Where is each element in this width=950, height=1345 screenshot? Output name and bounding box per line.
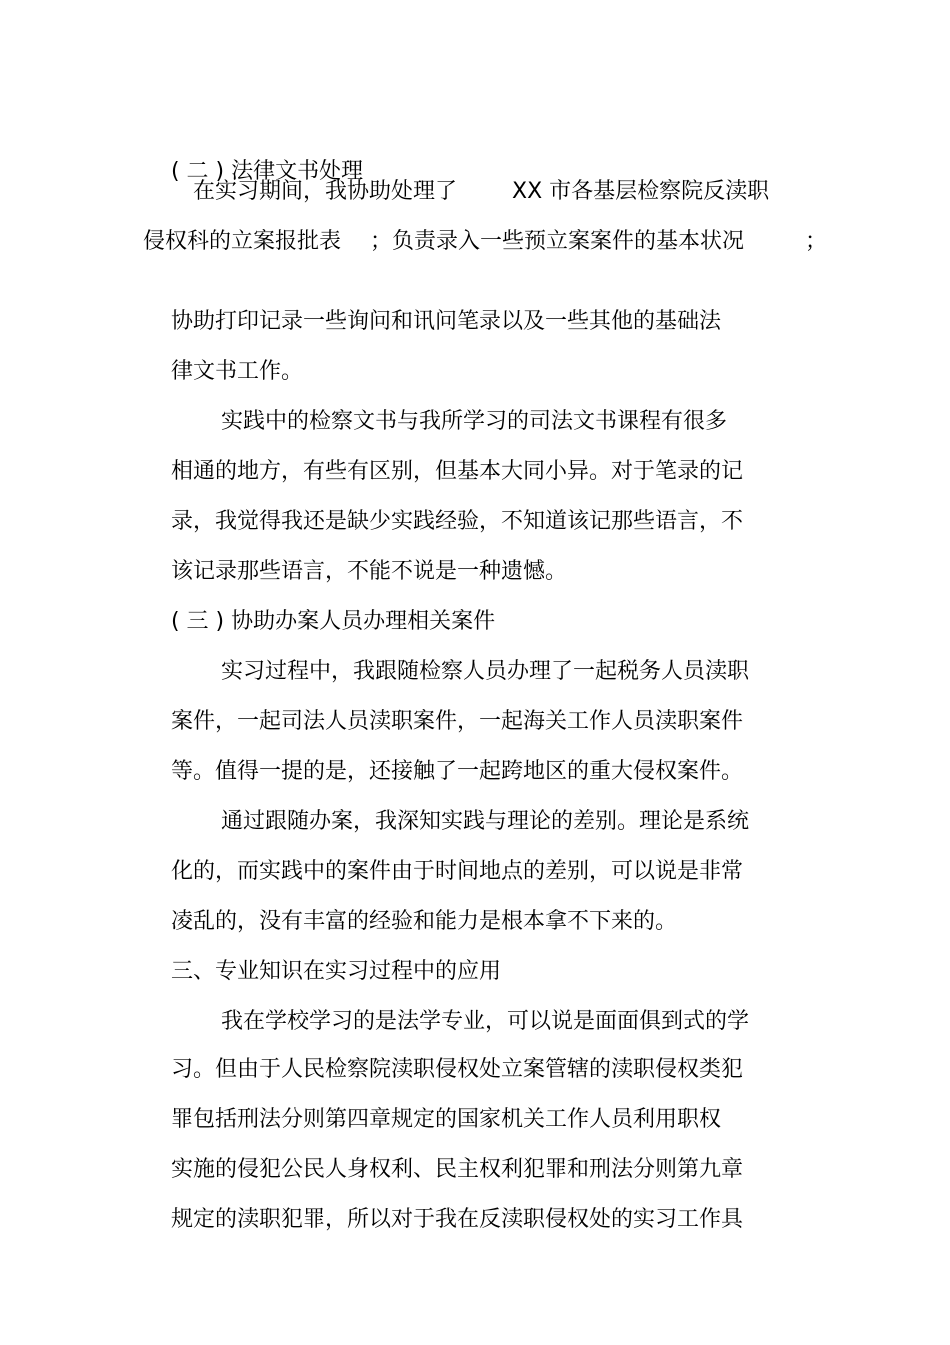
paragraph-line: 案件，一起司法人员渎职案件，一起海关工作人员渎职案件 — [170, 709, 743, 734]
section-heading-professional-knowledge: 三、专业知识在实习过程中的应用 — [170, 959, 501, 984]
paragraph-line: 通过跟随办案，我深知实践与理论的差别。理论是系统 — [220, 809, 749, 834]
paragraph-line-segment: ； — [805, 229, 828, 254]
paragraph-line: 规定的渎职犯罪，所以对于我在反渎职侵权处的实习工作具 — [170, 1207, 743, 1232]
paragraph-line — [0, 177, 950, 207]
paragraph-line: 我在学校学习的是法学专业，可以说是面面俱到式的学 — [220, 1009, 749, 1034]
paragraph-line: 协助打印记录一些询问和讯问笔录以及一些其他的基础法 — [170, 309, 721, 334]
paragraph-line-segment: XX 市各基层检察院反渎职 — [512, 179, 770, 204]
paragraph-line-segment: ；负责录入一些预立案案件的基本状况 — [370, 229, 745, 254]
paragraph-line: 录，我觉得我还是缺少实践经验，不知道该记那些语言，不 — [170, 509, 743, 534]
paragraph-line: 实习过程中，我跟随检察人员办理了一起税务人员渎职 — [220, 659, 749, 684]
paragraph-line: 罪包括刑法分则第四章规定的国家机关工作人员利用职权 — [170, 1107, 721, 1132]
paragraph-line: 律文书工作。 — [170, 359, 303, 384]
paragraph-line: 化的，而实践中的案件由于时间地点的差别，可以说是非常 — [170, 859, 743, 884]
paragraph-line: 实践中的检察文书与我所学习的司法文书课程有很多 — [220, 409, 727, 434]
paragraph-line-segment: 在实习期间，我协助处理了 — [193, 179, 458, 204]
section-heading-legal-documents: ( 二 ) 法律文书处理 — [170, 159, 364, 184]
paragraph-line: 相通的地方，有些有区别，但基本大同小异。对于笔录的记 — [170, 459, 743, 484]
section-heading-assist-cases: ( 三 ) 协助办案人员办理相关案件 — [170, 609, 496, 634]
paragraph-line: 凌乱的，没有丰富的经验和能力是根本拿不下来的。 — [170, 909, 677, 934]
paragraph-line — [0, 227, 950, 257]
paragraph-line: 习。但由于人民检察院渎职侵权处立案管辖的渎职侵权类犯 — [170, 1057, 743, 1082]
paragraph-line-segment: 侵权科的立案报批表 — [143, 229, 342, 254]
paragraph-line: 实施的侵犯公民人身权利、民主权利犯罪和刑法分则第九章 — [170, 1157, 743, 1182]
paragraph-line: 等。值得一提的是，还接触了一起跨地区的重大侵权案件。 — [170, 759, 743, 784]
paragraph-line: 该记录那些语言，不能不说是一种遗憾。 — [170, 559, 567, 584]
